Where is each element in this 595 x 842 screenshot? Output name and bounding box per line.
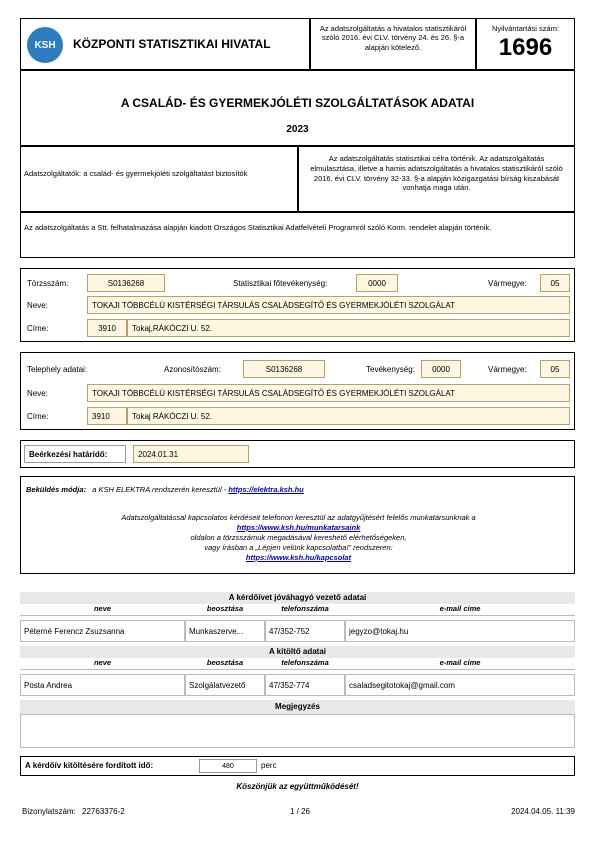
- title-box: [20, 70, 575, 146]
- elektra-link[interactable]: https://elektra.ksh.hu: [228, 485, 304, 494]
- tev-label: Tevékenység:: [366, 365, 415, 374]
- help-line-2: oldalon a törzsszámuk megadásával kereshető elérhetőségeken,: [190, 532, 407, 542]
- filler-email-field[interactable]: csaladsegitotokaj@gmail.com: [345, 674, 575, 696]
- cim-field[interactable]: Tokaj,RÁKÓCZI U. 52.: [127, 319, 570, 337]
- azon-label: Azonosítószám:: [164, 365, 221, 374]
- submission-mode-line: [26, 485, 304, 494]
- nev-field[interactable]: TOKAJI TÖBBCÉLÚ KISTÉRSÉGI TÁRSULÁS CSALÁDSEGÍTŐ ÉS GYERMEKJÓLÉTI SZOLGÁLAT: [87, 296, 570, 314]
- tev-field[interactable]: 0000: [421, 360, 461, 378]
- deadline-field[interactable]: 2024.01.31: [133, 445, 249, 463]
- filler-col-position: beosztása: [206, 658, 244, 667]
- reg-number: 1696: [498, 34, 553, 61]
- nev-label: Neve:: [27, 301, 48, 310]
- approver-name-field[interactable]: Péterné Ferencz Zsuzsanna: [20, 620, 185, 642]
- site-irsz-field[interactable]: 3910: [87, 407, 127, 425]
- footer-doc-label: Bizonylatszám:: [22, 807, 76, 816]
- approver-col-position: beosztása: [206, 604, 244, 613]
- mode-label: Beküldés módja:: [26, 485, 87, 494]
- contacts-link[interactable]: https://www.ksh.hu/munkatarsaink: [236, 522, 361, 532]
- footer-datetime: 2024.04.05. 11:39: [511, 807, 575, 816]
- time-unit: perc: [261, 761, 277, 770]
- page-title: A CSALÁD- ÉS GYERMEKJÓLÉTI SZOLGÁLTATÁSOK ADATAI: [120, 96, 475, 110]
- authority-text: Az adatszolgáltatás a Stt. felhatalmazása alapján kiadott Országos Statisztikai Adatfelvételi Programról szóló Korm. rendelet alapján történik.: [24, 223, 492, 232]
- notes-field[interactable]: [20, 714, 575, 748]
- approver-header: [20, 604, 575, 616]
- submission-block: [20, 476, 575, 574]
- footer-doc-value: 22763376-2: [82, 807, 125, 816]
- header-agency-box: [20, 18, 310, 70]
- varmegye-label: Vármegye:: [488, 279, 527, 288]
- site-cim-field[interactable]: Tokaj RÁKÓCZI U. 52.: [127, 407, 570, 425]
- purpose-box: [298, 146, 575, 212]
- ksh-logo-text: KSH: [34, 39, 56, 51]
- site-varmegye-label: Vármegye:: [488, 365, 527, 374]
- site-nev-label: Neve:: [27, 389, 48, 398]
- approver-phone-field[interactable]: 47/352-752: [265, 620, 345, 642]
- filler-name-field[interactable]: Posta Andrea: [20, 674, 185, 696]
- approver-col-name: neve: [93, 604, 112, 613]
- thanks-text: Köszönjük az együttműködését!: [236, 782, 359, 791]
- deadline-block: [20, 440, 575, 468]
- fotev-label: Statisztikai főtevékenység:: [233, 279, 328, 288]
- footer-page: 1 / 26: [289, 807, 310, 816]
- approver-position-field[interactable]: Munkaszerve...: [185, 620, 265, 642]
- azon-field[interactable]: S0136268: [243, 360, 325, 378]
- reg-number-box: [476, 18, 575, 70]
- filler-col-name: neve: [93, 658, 112, 667]
- legal-note-text: Az adatszolgáltatás a hivatalos statisztikáról szóló 2016. évi CLV. törvény 24. és 26. §-a alapján kötelező.: [319, 24, 467, 52]
- time-block: [20, 756, 575, 776]
- torzsszam-field[interactable]: S0136268: [87, 274, 165, 292]
- site-nev-field[interactable]: TOKAJI TÖBBCÉLÚ KISTÉRSÉGI TÁRSULÁS CSALÁDSEGÍTŐ ÉS GYERMEKJÓLÉTI SZOLGÁLAT: [87, 384, 570, 402]
- filler-col-phone: telefonszáma: [281, 658, 329, 667]
- help-line-3: vagy írásban a „Lépjen velünk kapcsolatba!” rendszeren:: [204, 542, 393, 552]
- varmegye-field[interactable]: 05: [540, 274, 570, 292]
- approver-col-email: e-mail címe: [439, 604, 481, 613]
- site-varmegye-field[interactable]: 05: [540, 360, 570, 378]
- help-line-1: Adatszolgáltatással kapcsolatos kérdéseit telefonon keresztül az adatgyűjtésért felelős munkatársunknak a: [121, 513, 476, 522]
- providers-text: Adatszolgáltatók: a család- és gyermekjóléti szolgáltatást biztosítók: [24, 169, 248, 178]
- time-label: A kérdőív kitöltésére fordított idő:: [25, 761, 154, 770]
- ksh-logo: [27, 27, 63, 63]
- legal-note: [310, 18, 476, 70]
- filler-header: [20, 658, 575, 670]
- site-label: Telephely adatai:: [27, 365, 88, 374]
- approver-email-field[interactable]: jegyzo@tokaj.hu: [345, 620, 575, 642]
- authority-box: [20, 212, 575, 258]
- torzsszam-label: Törzsszám:: [27, 279, 69, 288]
- site-block: [20, 352, 575, 430]
- cim-label: Címe:: [27, 324, 49, 333]
- fotev-field[interactable]: 0000: [356, 274, 398, 292]
- time-field[interactable]: 480: [199, 759, 257, 773]
- approver-title: A kérdőívet jóváhagyó vezető adatai: [20, 592, 575, 604]
- survey-year: 2023: [286, 124, 309, 135]
- notes-title: Megjegyzés: [20, 700, 575, 714]
- deadline-label: Beérkezési határidő:: [24, 445, 126, 463]
- contact-form-link[interactable]: https://www.ksh.hu/kapcsolat: [245, 552, 352, 562]
- filler-title: A kitöltő adatai: [20, 646, 575, 658]
- footer-doc-number: [22, 807, 125, 816]
- filler-position-field[interactable]: Szolgálatvezető: [185, 674, 265, 696]
- filler-phone-field[interactable]: 47/352-774: [265, 674, 345, 696]
- filler-col-email: e-mail címe: [439, 658, 481, 667]
- purpose-text: Az adatszolgáltatás statisztikai célra történik. Az adatszolgáltatás elmulasztása, illetve a hamis adatszolgáltatás a hivatalos statisztikáról szóló 2016. évi CLV. törvény 32-33. §-a alapján közigazgatási bírság kiszabását vonhatja maga után.: [310, 154, 563, 193]
- site-cim-label: Címe:: [27, 412, 49, 421]
- reg-label: Nyilvántartási szám:: [491, 24, 560, 33]
- mode-text: a KSH ELEKTRA rendszerén keresztül -: [92, 485, 227, 494]
- providers-box: [20, 146, 298, 212]
- org-block: [20, 268, 575, 342]
- approver-col-phone: telefonszáma: [281, 604, 329, 613]
- irsz-field[interactable]: 3910: [87, 319, 127, 337]
- help-text: [41, 513, 556, 562]
- agency-name: KÖZPONTI STATISZTIKAI HIVATAL: [73, 37, 271, 51]
